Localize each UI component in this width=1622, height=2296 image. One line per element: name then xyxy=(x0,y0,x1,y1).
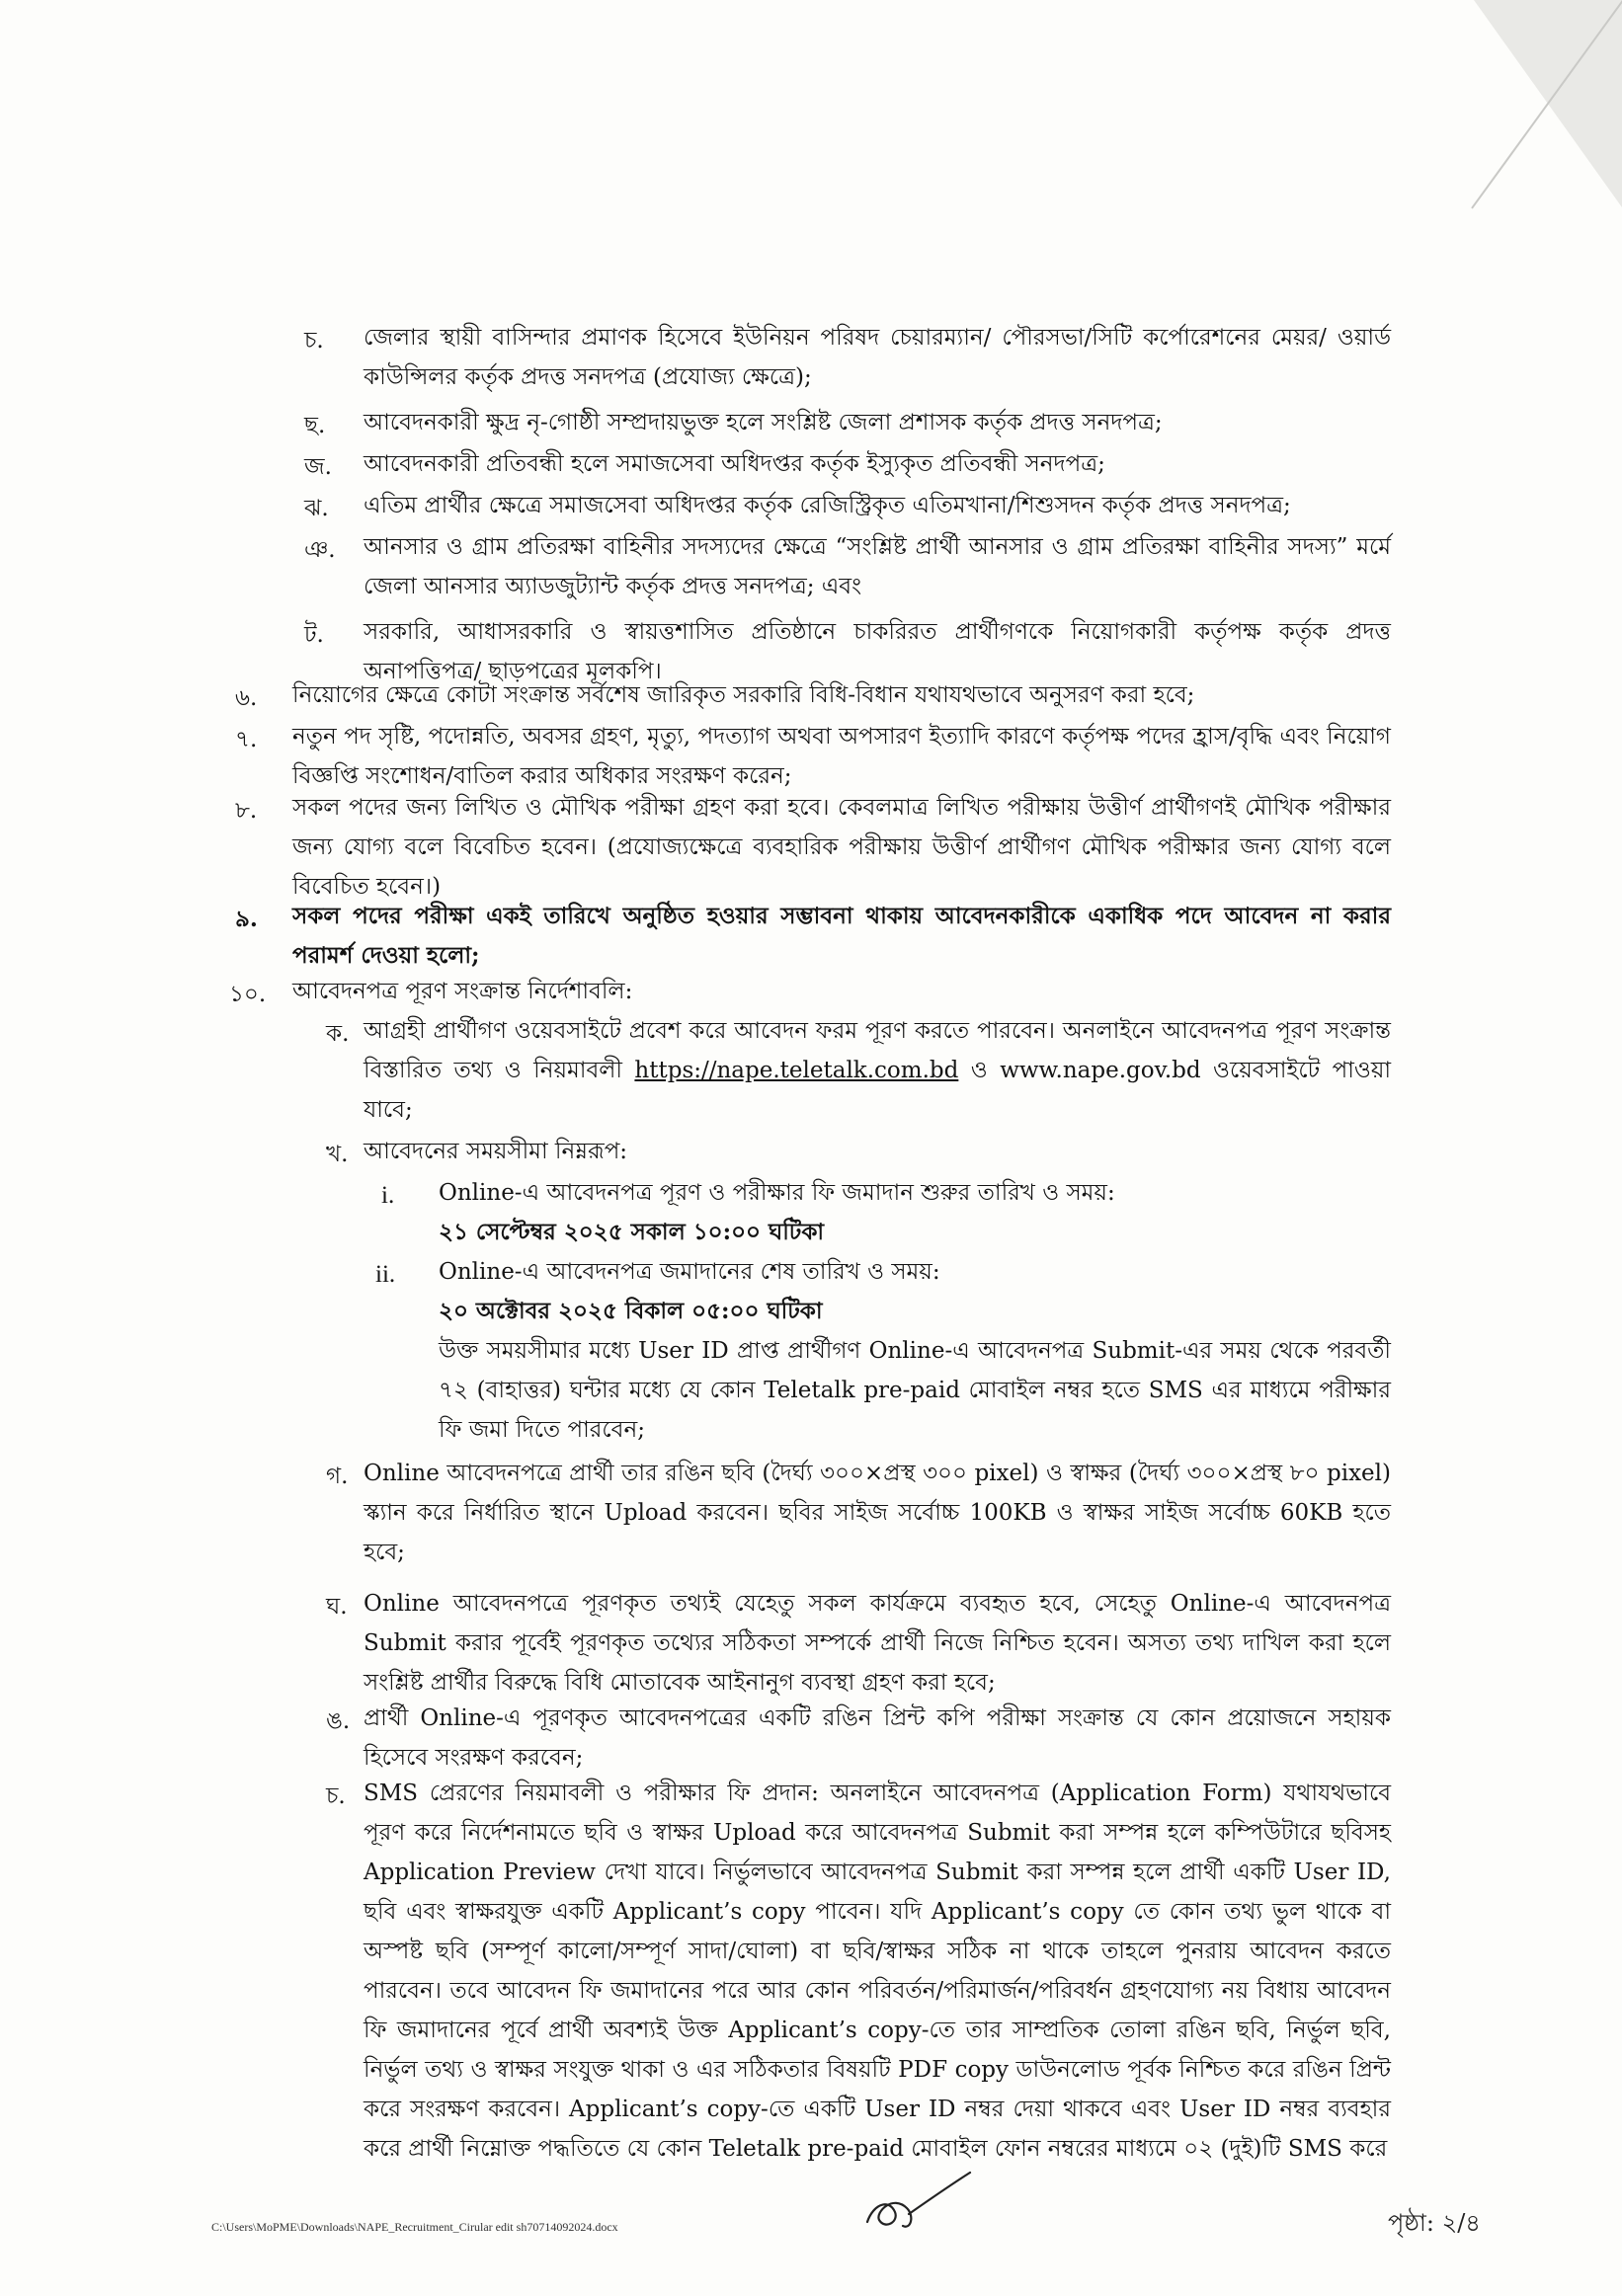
item-text: এতিম প্রার্থীর ক্ষেত্রে সমাজসেবা অধিদপ্তর কর্তৃক রেজিস্ট্রিকৃত এতিমখানা/শিশুসদন কর্তৃক প্রদত্ত সনদপত্র; xyxy=(364,493,1291,518)
sub-text-part: আগ্রহী প্রার্থীগণ ওয়েবসাইটে প্রবেশ করে আবেদন ফরম পূরণ করতে পারবেন। অনলাইনে আবেদনপত্র পূরণ সংক্রান্ত বিস্তারিত তথ্য ও নিয়মাবলী xyxy=(364,1018,1391,1083)
item-label: ট. xyxy=(304,622,324,648)
item-label: ছ. xyxy=(304,413,326,438)
roman-label: ii. xyxy=(375,1261,396,1288)
main-item-label: ৯. xyxy=(235,906,258,932)
sub-label: ঙ. xyxy=(326,1708,351,1734)
main-item-label: ৮. xyxy=(235,798,258,824)
sub-text: আবেদনের সময়সীমা নিম্নরূপ: xyxy=(364,1139,628,1164)
item-text: আবেদনকারী ক্ষুদ্র নৃ-গোষ্ঠী সম্প্রদায়ভুক্ত হলে সংশ্লিষ্ট জেলা প্রশাসক কর্তৃক প্রদত্ত সনদপত্র; xyxy=(364,410,1163,435)
sub-note: উক্ত সময়সীমার মধ্যে User ID প্রাপ্ত প্রার্থীগণ Online-এ আবেদনপত্র Submit-এর সময় থেকে পরবর্তী ৭২ (বাহাত্তর) ঘন্টার মধ্যে যে কোন Teletalk pre-paid মোবাইল নম্বর হতে SMS এর মাধ্যমে পরীক্ষার ফি জমা দিতে পারবেন; xyxy=(439,1338,1391,1443)
main-item-label: ৭. xyxy=(235,727,258,752)
sub-label: ঘ. xyxy=(326,1594,348,1620)
main-item-text: নিয়োগের ক্ষেত্রে কোটা সংক্রান্ত সর্বশেষ জারিকৃত সরকারি বিধি-বিধান যথাযথভাবে অনুসরণ করা হবে; xyxy=(292,682,1195,708)
sub-label: ক. xyxy=(326,1021,350,1047)
nape-link[interactable]: www.nape.gov.bd xyxy=(1000,1058,1201,1083)
sub-text-part: ও xyxy=(970,1058,988,1083)
item-text: আবেদনকারী প্রতিবন্ধী হলে সমাজসেবা অধিদপ্তর কর্তৃক ইস্যুকৃত প্রতিবন্ধী সনদপত্র; xyxy=(364,451,1105,477)
item-text: আনসার ও গ্রাম প্রতিরক্ষা বাহিনীর সদস্যদের ক্ষেত্রে “সংশ্লিষ্ট প্রার্থী আনসার ও গ্রাম প্রতিরক্ষা বাহিনীর সদস্য” মর্মে জেলা আনসার অ্যাডজুট্যান্ট কর্তৃক প্রদত্ত সনদপত্র; এবং xyxy=(364,534,1391,599)
sub-text: Online আবেদনপত্রে পূরণকৃত তথ্যই যেহেতু সকল কার্যক্রমে ব্যবহৃত হবে, সেহেতু Online-এ আবেদনপত্র Submit করার পূর্বেই পূরণকৃত তথ্যের সঠিকতা সম্পর্কে প্রার্থী নিজে নিশ্চিত হবেন। অসত্য তথ্য দাখিল করা হলে সংশ্লিষ্ট প্রার্থীর বিরুদ্ধে বিধি মোতাবেক আইনানুগ ব্যবস্থা গ্রহণ করা হবে; xyxy=(364,1591,1391,1696)
sub-label: খ. xyxy=(326,1142,349,1167)
item-text: জেলার স্থায়ী বাসিন্দার প্রমাণক হিসেবে ইউনিয়ন পরিষদ চেয়ারম্যান/ পৌরসভা/সিটি কর্পোরেশনের মেয়র/ ওয়ার্ড কাউন্সিলর কর্তৃক প্রদত্ত সনদপত্র (প্রযোজ্য ক্ষেত্রে); xyxy=(364,325,1391,390)
sub-text: SMS প্রেরণের নিয়মাবলী ও পরীক্ষার ফি প্রদান: অনলাইনে আবেদনপত্র (Application Form) যথাযথভাবে পূরণ করে নির্দেশনামতে ছবি ও স্বাক্ষর Upload করে আবেদনপত্র Submit করা সম্পন্ন হলে কম্পিউটারে ছবিসহ Application Preview দেখা যাবে। নির্ভুলভাবে আবেদনপত্র Submit করা সম্পন্ন হলে প্রার্থী একটি User ID, ছবি এবং স্বাক্ষরযুক্ত একটি Applicant’s copy পাবেন। যদি Applicant’s copy তে কোন তথ্য ভুল থাকে বা অস্পষ্ট ছবি (সম্পূর্ণ কালো/সম্পূর্ণ সাদা/ঘোলা) বা ছবি/স্বাক্ষর সঠিক না থাকে তাহলে পুনরায় আবেদন করতে পারবেন। তবে আবেদন ফি জমাদানের পরে আর কোন পরিবর্তন/পরিমার্জন/পরিবর্ধন গ্রহণযোগ্য নয় বিধায় আবেদন ফি জমাদানের পূর্বে প্রার্থী অবশ্যই উক্ত Applicant’s copy-তে তার সাম্প্রতিক তোলা রঙিন ছবি, নির্ভুল ছবি, নির্ভুল তথ্য ও স্বাক্ষর সংযুক্ত থাকা ও এর সঠিকতার বিষয়টি PDF copy ডাউনলোড পূর্বক নিশ্চিত করে রঙিন প্রিন্ট করে সংরক্ষণ করবেন। Applicant’s copy-তে একটি User ID নম্বর দেয়া থাকবে এবং User ID নম্বর ব্যবহার করে প্রার্থী নিম্নোক্ত পদ্ধতিতে যে কোন Teletalk pre-paid মোবাইল ফোন নম্বরের মাধ্যমে ০২ (দুই)টি SMS করে xyxy=(364,1781,1391,2162)
start-date: ২১ সেপ্টেম্বর ২০২৫ সকাল ১০:০০ ঘটিকা xyxy=(439,1219,825,1245)
sub-text: Online-এ আবেদনপত্র পূরণ ও পরীক্ষার ফি জমাদান শুরুর তারিখ ও সময়: xyxy=(439,1180,1115,1206)
main-item-text: সকল পদের জন্য লিখিত ও মৌখিক পরীক্ষা গ্রহণ করা হবে। কেবলমাত্র লিখিত পরীক্ষায় উত্তীর্ণ প্রার্থীগণই মৌখিক পরীক্ষার জন্য যোগ্য বলে বিবেচিত হবেন। (প্রযোজ্যক্ষেত্রে ব্যবহারিক পরীক্ষায় উত্তীর্ণ প্রার্থীগণ মৌখিক পরীক্ষার জন্য যোগ্য বলে বিবেচিত হবেন।) xyxy=(292,795,1391,900)
signature-mark xyxy=(859,2165,978,2244)
page-number: পৃষ্ঠা: ২/৪ xyxy=(1388,2209,1481,2237)
item-label: ঝ. xyxy=(304,496,329,521)
item-label: ঞ. xyxy=(304,537,336,563)
item-text: সরকারি, আধাসরকারি ও স্বায়ত্তশাসিত প্রতিষ্ঠানে চাকরিরত প্রার্থীগণকে নিয়োগকারী কর্তৃপক্ষ কর্তৃক প্রদত্ত অনাপত্তিপত্র/ ছাড়পত্রের মূলকপি। xyxy=(364,619,1391,684)
main-item-label: ১০. xyxy=(229,982,267,1007)
main-item-text: নতুন পদ সৃষ্টি, পদোন্নতি, অবসর গ্রহণ, মৃত্যু, পদত্যাগ অথবা অপসারণ ইত্যাদি কারণে কর্তৃপক্ষ পদের হ্রাস/বৃদ্ধি এবং নিয়োগ বিজ্ঞপ্তি সংশোধন/বাতিল করার অধিকার সংরক্ষণ করেন; xyxy=(292,724,1391,789)
item-label: চ. xyxy=(304,328,324,354)
sub-label: চ. xyxy=(326,1783,346,1809)
main-item-label: ৬. xyxy=(235,685,258,711)
sub-text: Online আবেদনপত্রে প্রার্থী তার রঙিন ছবি (দৈর্ঘ্য ৩০০×প্রস্থ ৩০০ pixel) ও স্বাক্ষর (দৈর্ঘ্য ৩০০×প্রস্থ ৮০ pixel) স্ক্যান করে নির্ধারিত স্থানে Upload করবেন। ছবির সাইজ সর্বোচ্চ 100KB ও স্বাক্ষর সাইজ সর্বোচ্চ 60KB হতে হবে; xyxy=(364,1461,1391,1565)
teletalk-link[interactable]: https://nape.teletalk.com.bd xyxy=(634,1058,959,1083)
file-path: C:\Users\MoPME\Downloads\NAPE_Recruitment_Cirular edit sh70714092024.docx xyxy=(211,2220,618,2234)
sub-text-part: ওয়েবসাইটে পাওয়া যাবে; xyxy=(364,1058,1392,1123)
main-item-text-bold: সকল পদের পরীক্ষা একই তারিখে অনুষ্ঠিত হওয়ার সম্ভাবনা থাকায় আবেদনকারীকে একাধিক পদে আবেদন না করার পরামর্শ দেওয়া হলো; xyxy=(292,903,1391,969)
roman-label: i. xyxy=(381,1182,395,1209)
sub-label: গ. xyxy=(326,1464,349,1489)
main-item-text: আবেদনপত্র পূরণ সংক্রান্ত নির্দেশাবলি: xyxy=(292,979,633,1004)
sub-text-ka xyxy=(364,1011,1391,1130)
item-label: জ. xyxy=(304,454,332,480)
sub-text: Online-এ আবেদনপত্র জমাদানের শেষ তারিখ ও সময়: xyxy=(439,1259,940,1285)
end-date: ২০ অক্টোবর ২০২৫ বিকাল ০৫:০০ ঘটিকা xyxy=(439,1298,823,1324)
sub-text: প্রার্থী Online-এ পূরণকৃত আবেদনপত্রের একটি রঙিন প্রিন্ট কপি পরীক্ষা সংক্রান্ত যে কোন প্রয়োজনে সহায়ক হিসেবে সংরক্ষণ করবেন; xyxy=(364,1705,1391,1771)
